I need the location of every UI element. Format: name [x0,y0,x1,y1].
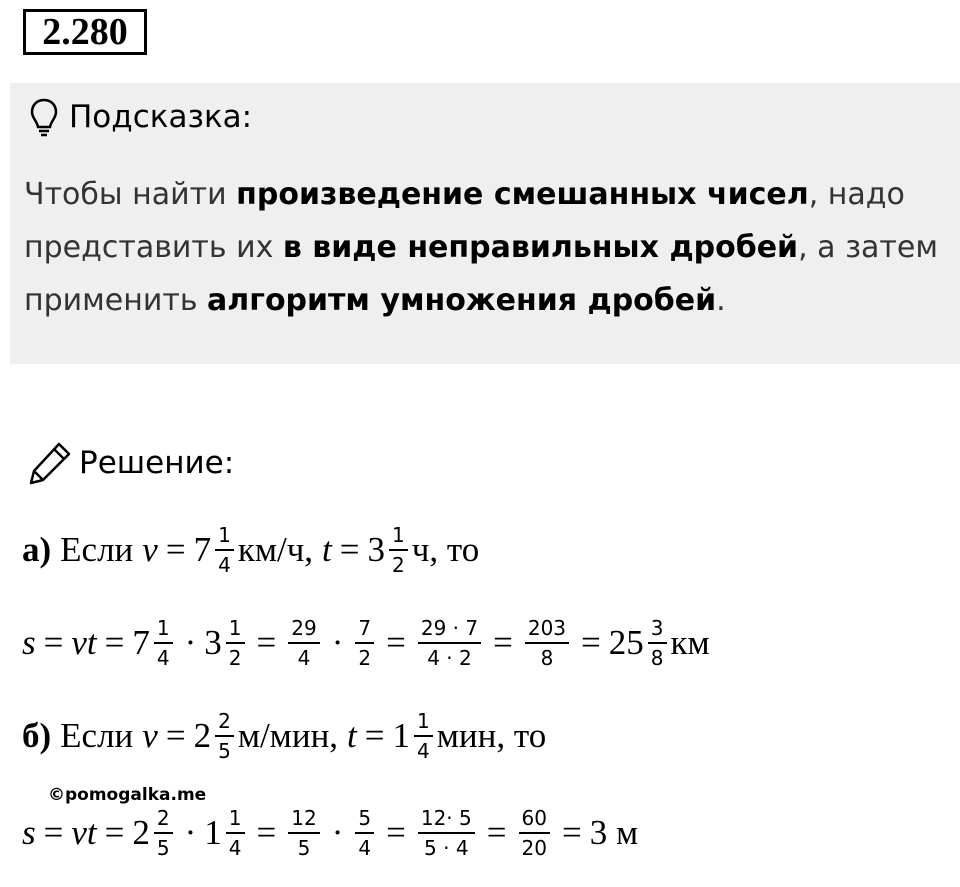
fraction: $\frac{1}{2}$ [226,618,245,668]
fraction: $\frac{1}{4}$ [215,525,234,575]
fraction: $\frac{29 \cdot 7}{4 \cdot 2}$ [418,618,481,668]
fraction: $\frac{203}{8}$ [525,618,569,668]
part-a-computation: s = vt = 7 $\frac{1}{4}$ · 3 $\frac{1}{2}$ = $\frac{29}{4}$ · $\frac{7}{2}$ = $\frac{29 \cdot 7}{4 \cdot 2}$ = $\frac{203}{8}$ = 25 $\frac{3}{8}$ км [22,616,710,670]
hint-header [29,95,252,139]
fraction: $\frac{60}{20}$ [519,808,550,858]
solution-title: Решение: [79,445,235,481]
hint-bold-2: в виде неправильных дробей [282,230,799,265]
pencil-icon [27,440,73,486]
fraction: $\frac{5}{4}$ [355,808,374,858]
fraction: $\frac{1}{2}$ [389,525,408,575]
hint-bold-3: алгоритм умножения дробей [207,283,717,318]
hint-bold-1: произведение смешанных чисел [236,177,809,212]
part-a-label: а) [22,530,52,569]
fraction: $\frac{2}{5}$ [154,808,173,858]
solution-header [27,440,234,486]
fraction: $\frac{1}{4}$ [414,711,433,761]
watermark: ©pomogalka.me [48,785,207,805]
hint-title: Подсказка: [69,99,253,135]
fraction: $\frac{7}{2}$ [355,618,374,668]
part-b-label: б) [22,716,52,755]
part-b-condition: б) Если v = 2 $\frac{2}{5}$ м/мин, t = 1 $\frac{1}{4}$ мин, то [22,709,547,763]
fraction: $\frac{29}{4}$ [288,618,319,668]
fraction: $\frac{1}{4}$ [154,618,173,668]
fraction: $\frac{12}{5}$ [288,808,319,858]
hint-text: Чтобы найти произведение смешанных чисел, надо представить их в виде неправильных дробей, а затем применить алгоритм умножения дробей. [24,177,938,318]
fraction: $\frac{1}{4}$ [226,808,245,858]
problem-number: 2.280 [23,9,147,55]
fraction: $\frac{3}{8}$ [648,618,667,668]
lightbulb-icon [29,97,59,137]
part-b-computation: s = vt = 2 $\frac{2}{5}$ · 1 $\frac{1}{4}$ = $\frac{12}{5}$ · $\frac{5}{4}$ = $\frac{12\cdot 5}{5 \cdot 4}$ = $\frac{60}{20}$ = 3 м [22,806,639,860]
fraction: $\frac{12\cdot 5}{5 \cdot 4}$ [418,808,475,858]
fraction: $\frac{2}{5}$ [215,711,234,761]
part-a-condition: а) Если v = 7 $\frac{1}{4}$ км/ч, t = 3 $\frac{1}{2}$ ч, то [22,523,480,577]
